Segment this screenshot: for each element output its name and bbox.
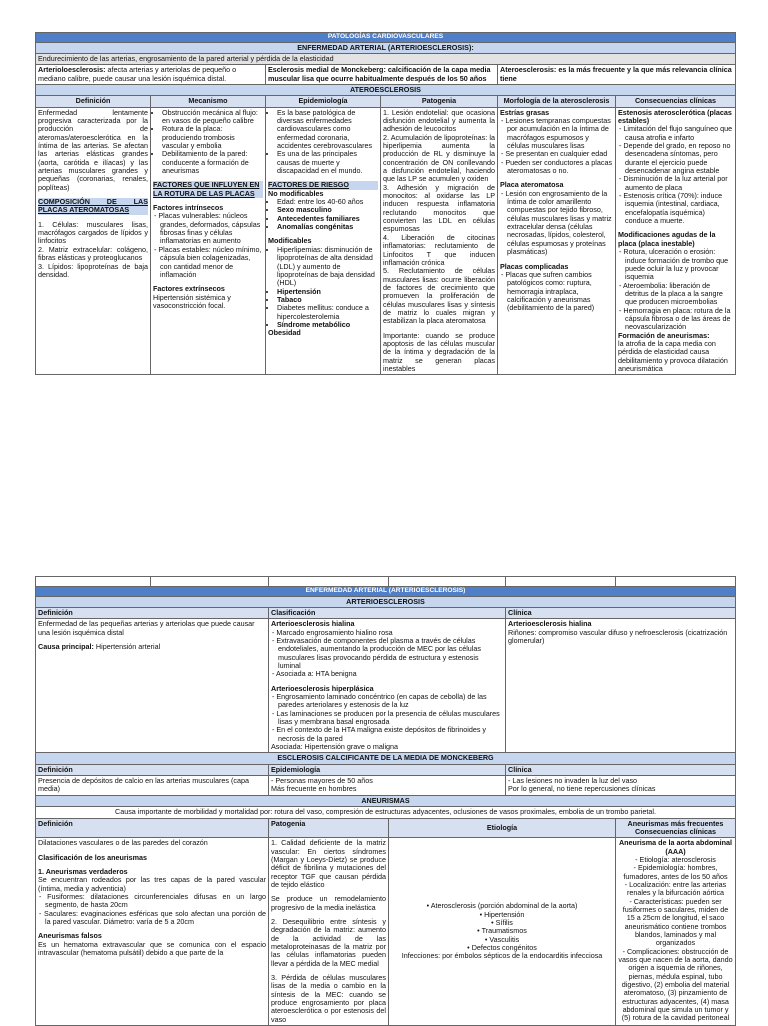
arterio-clinic-cell: Arterioesclerosis hialina Riñones: compromiso vascular difuso y nefroesclerosis (cicatrización glomerular) <box>506 619 736 753</box>
section-title: ANEURISMAS <box>36 795 736 806</box>
monckeberg-cell: Esclerosis medial de Monckeberg: calcificación de la capa media muscular lisa que ocurre habitualmente después de los 50 años <box>266 65 498 85</box>
col-header: Patogenia <box>269 818 389 838</box>
clinical-consequences-cell: Estenosis aterosclerótica (placas estables) - Limitación del flujo sanguíneo que causa atrofia e infarto - Depende del grado, en reposo no desencadena síntomas, pero durante el ejercicio puede desencadenar angina estable - Disminución de la luz arterial por aumento de placa - Estenosis crítica (70%): induce isquemia (intestinal, cardiaca, encefalopatía isquémica) conduce a muerte. Modificaciones agudas de la placa (placa inestable) - Rotura, ulceración o erosión: induce formación de trombo que puede ocluir la luz y provocar isquemia - Ateroembolia: liberación de detritus de la placa a la sangre que producen microembolias - Hemorragia en placa: rotura de la cápsula fibrosa o de las áreas de neovascularización Formación de aneurismas: la atrofia de la capa media con pérdida de elasticidad causa debilitamiento y provoca dilatación aneurismática <box>616 107 736 375</box>
col-header: Consecuencias clínicas <box>616 96 736 107</box>
col-header: Clasificación <box>269 607 506 618</box>
col-header: Epidemiología <box>269 764 506 775</box>
mechanism-cell: • Obstrucción mecánica al flujo: en vasos de pequeño calibre • Rotura de la placa: produciendo trombosis vascular y embolia • Debilitamiento de la pared: conducente a formación de aneurismas FACTORES QUE INFLUYEN EN LA ROTURA DE LAS PLACAS Factores intrínsecos - Placas vulnerables: núcleos grandes, deformados, cápsulas fibrosas finas y células inflamatorias en aumento - Placas estables: núcleo mínimo, cápsula bien colagenizadas, con cantidad menor de inflamación Factores extrínsecos Hipertensión sistémica y vasoconstricción focal. <box>151 107 266 375</box>
col-header: Definición <box>36 96 151 107</box>
aneurysm-cons-cell: Aneurisma de la aorta abdominal (AAA) - Etiología: aterosclerosis - Epidemiología: hombres, fumadores, antes de los 50 años - Localización: entre las arterias renales y la bifurcación aórtica - Características: pueden ser fusiformes o saculares, miden de 15 a 25cm de longitud, el saco aneurismático contiene trombos blandos, laminados y mal organizados - Complicaciones: obstrucción de vasos que nacen de la aorta, dando origen a isquemia de riñones, piernas, médula espinal, tubo digestivo, (2) embolia del material ateromatoso, (3) pinzamiento de estructuras adyacentes, (4) masa abdominal que simula un tumor y (5) rotura de la cavidad peritoneal <box>616 838 736 1026</box>
section-title: ATEROESCLEROSIS <box>36 84 736 95</box>
arterio-def-cell: Enfermedad de las pequeñas arterias y arteriolas que puede causar una lesión isquémica distal Causa principal: Hipertensión arterial <box>36 619 269 753</box>
col-header: Etiología <box>389 818 616 838</box>
col-header: Patogenia <box>381 96 498 107</box>
empty-cell <box>36 577 151 587</box>
col-header: Morfología de la aterosclerosis <box>498 96 616 107</box>
pathogenesis-cell: 1. Lesión endotelial: que ocasiona disfunción endotelial y aumenta la adhesión de leucocitos 2. Acumulación de lipoproteínas: la hiperlipemia aumenta la producción de RL y disminuye la concentración de ON conllevando a disfunción endotelial, haciendo que las LP se acumulen y oxiden 3. Adhesión y migración de monocitos: al oxidarse las LP inducen respuesta inflamatoria reclutando monocitos que convierten las LDL en células espumosas 4. Liberación de citocinas inflamatorias: reclutamiento de Linfocitos T que inducen inflamación crónica 5. Reclutamiento de células musculares lisas: ocurre liberación de factores de crecimiento que promueven la proliferación de células musculares lisas y síntesis de matriz lo cuales migran y estabilizan la placa ateromatosa Importante: cuando se produce apoptosis de las células muscular de la íntima y degradación de la matriz se generan placas inestables <box>381 107 498 375</box>
arteriolo-cell: Arterioloesclerosis: afecta arterias y arteriolas de pequeño o mediano calibre, puede causar una lesión isquémica distal. <box>36 65 266 85</box>
col-header: Clínica <box>506 764 736 775</box>
col-header: Definición <box>36 764 269 775</box>
empty-cell <box>151 577 269 587</box>
empty-cell <box>616 577 736 587</box>
aneurysm-cause: Causa importante de morbilidad y mortalidad por: rotura del vaso, compresión de estructuras adyacentes, oclusiones de vasos proximales, embolia de un trombo parietal. <box>36 807 736 818</box>
col-header: Definición <box>36 607 269 618</box>
morphology-cell: Estrías grasas - Lesiones tempranas compuestas por acumulación en la íntima de macrófagos espumosos y células musculares lisas - Se presentan en cualquier edad - Pueden ser conductores a placas ateromatosas o no. Placa ateromatosa - Lesión con engrosamiento de la íntima de color amarillento compuestas por tejido fibroso, células musculares lisas y matriz extracelular densa (células necrosadas, lípidos, colesterol, células espumosas y proteínas plasmáticas) Placas complicadas - Placas que sufren cambios patológicos como: ruptura, hemorragia intraplaca, calcificación y aneurismas (debilitamiento de la pared) <box>498 107 616 375</box>
definition-cell: Enfermedad lentamente progresiva caracterizada por la producción de ateromas/ateroesclerótica en la íntima de las arterias. Se afectan las arterias elásticas grandes (aorta, carótida e ilíacas) y las arterias musculares grandes y pequeñas (coronarias, renales, poplíteas) COMPOSICIÓN DE LAS PLACAS ATEROMATOSAS 1. Células: musculares lisas, macrófagos cargados de lípidos y linfocitos 2. Matriz extracelular: colágeno, fibras elásticas y proteoglucanos 3. Lípidos: lipoproteínas de baja densidad. <box>36 107 151 375</box>
epidemiology-cell: • Es la base patológica de diversas enfermedades cardiovasculares como enfermedad coronaria, accidentes cerebrovasculares • Es una de las principales causas de muerte y discapacidad en el mundo. FACTORES DE RIESGO No modificables • Edad: entre los 40-60 años • Sexo masculino • Antecedentes familiares • Anomalías congénitas Modificables • Hiperlipemias: disminución de lipoproteínas de alta densidad (LDL) y aumento de lipoproteínas de baja densidad (HDL) • Hipertensión • Tabaco • Diabetes mellitus: conduce a hipercolesterolemia • Síndrome metabólico Obesidad <box>266 107 381 375</box>
aneurysm-etio-cell: • Aterosclerosis (porción abdominal de la aorta) • Hipertensión • Sífilis • Traumatismos • Vasculitis • Defectos congénitos Infecciones: por émbolos sépticos de la endocarditis infecciosa <box>389 838 616 1026</box>
atero-note-cell: Ateroesclerosis: es la más frecuente y la que más relevancia clínica tiene <box>498 65 736 85</box>
section-title: ESCLEROSIS CALCIFICANTE DE LA MEDIA DE MONCKEBERG <box>36 753 736 764</box>
atherosclerosis-table <box>35 32 736 375</box>
col-header: Aneurismas más frecuentes Consecuencias clínicas <box>616 818 736 838</box>
monck-epi-cell: - Personas mayores de 50 años Más frecuente en hombres <box>269 776 506 796</box>
section-title: ENFERMEDAD ARTERIAL (ARTERIOESCLEROSIS): <box>36 42 736 53</box>
section-title: ARTERIOESCLEROSIS <box>36 596 736 607</box>
monck-clinic-cell: - Las lesiones no invaden la luz del vaso Por lo general, no tiene repercusiones clínicas <box>506 776 736 796</box>
empty-cell <box>269 577 389 587</box>
aneurysm-path-cell: 1. Calidad deficiente de la matriz vascular: En ciertos síndromes (Margan y Loeys-Dietz) se produce déficit de fibrilina y mutaciones del receptor TGF que causan pérdida de tejido elástico Se produce un remodelamiento progresivo de la media inelástica 2. Desequilibrio entre síntesis y degradación de la matriz: aumento de la actividad de las metaloproteinasas de la matriz por las células inflamatorias pueden llevar a pérdida de la MEC medial 3. Pérdida de células musculares lisas de la media o cambio en la síntesis de la MEC: cuando se produce engrosamiento por placa ateroesclerótica o por estenosis del vaso <box>269 838 389 1026</box>
col-header: Definición <box>36 818 269 838</box>
col-header: Epidemiología <box>266 96 381 107</box>
page-title: ENFERMEDAD ARTERIAL (ARTERIOESCLEROSIS) <box>36 587 736 597</box>
empty-cell <box>389 577 506 587</box>
arteriosclerosis-table <box>35 576 736 1026</box>
col-header: Mecanismo <box>151 96 266 107</box>
monck-def-cell: Presencia de depósitos de calcio en las arterias musculares (capa media) <box>36 776 269 796</box>
empty-cell <box>506 577 616 587</box>
col-header: Clínica <box>506 607 736 618</box>
arterio-class-cell: Arterioesclerosis hialina - Marcado engrosamiento hialino rosa - Extravasación de componentes del plasma a través de células endoteliales, aumentando la producción de MEC por las células musculares lisas provocando pérdida de estructura y estenosis luminal - Asociada a: HTA benigna Arterioesclerosis hiperplásica - Engrosamiento laminado concéntrico (en capas de cebolla) de las paredes arteriolares y estenosis de la luz - Las laminaciones se producen por la presencia de células musculares lisas y membrana basal engrosada - En el contexto de la HTA maligna existe depósitos de fibrinoides y necrosis de la pared Asociada: Hipertensión grave o maligna <box>269 619 506 753</box>
page-title: PATOLOGÍAS CARDIOVASCULARES <box>36 33 736 43</box>
intro-text: Endurecimiento de las arterias, engrosamiento de la pared arterial y pérdida de la elasticidad <box>36 53 736 64</box>
aneurysm-def-cell: Dilataciones vasculares o de las paredes del corazón Clasificación de los aneurismas 1. Aneurismas verdaderos Se encuentran rodeados por las tres capas de la pared vascular (íntima, media y adventicia) - Fusiformes: dilataciones circunferenciales difusas en un largo segmento, de hasta 20cm - Saculares: evaginaciones esféricas que solo afectan una porción de la pared vascular. Diámetro: varía de 5 a 20cm Aneurismas falsos Es un hematoma extravascular que se comunica con el espacio intravascular (hematoma pulsátil) debido a que parte de la <box>36 838 269 1026</box>
